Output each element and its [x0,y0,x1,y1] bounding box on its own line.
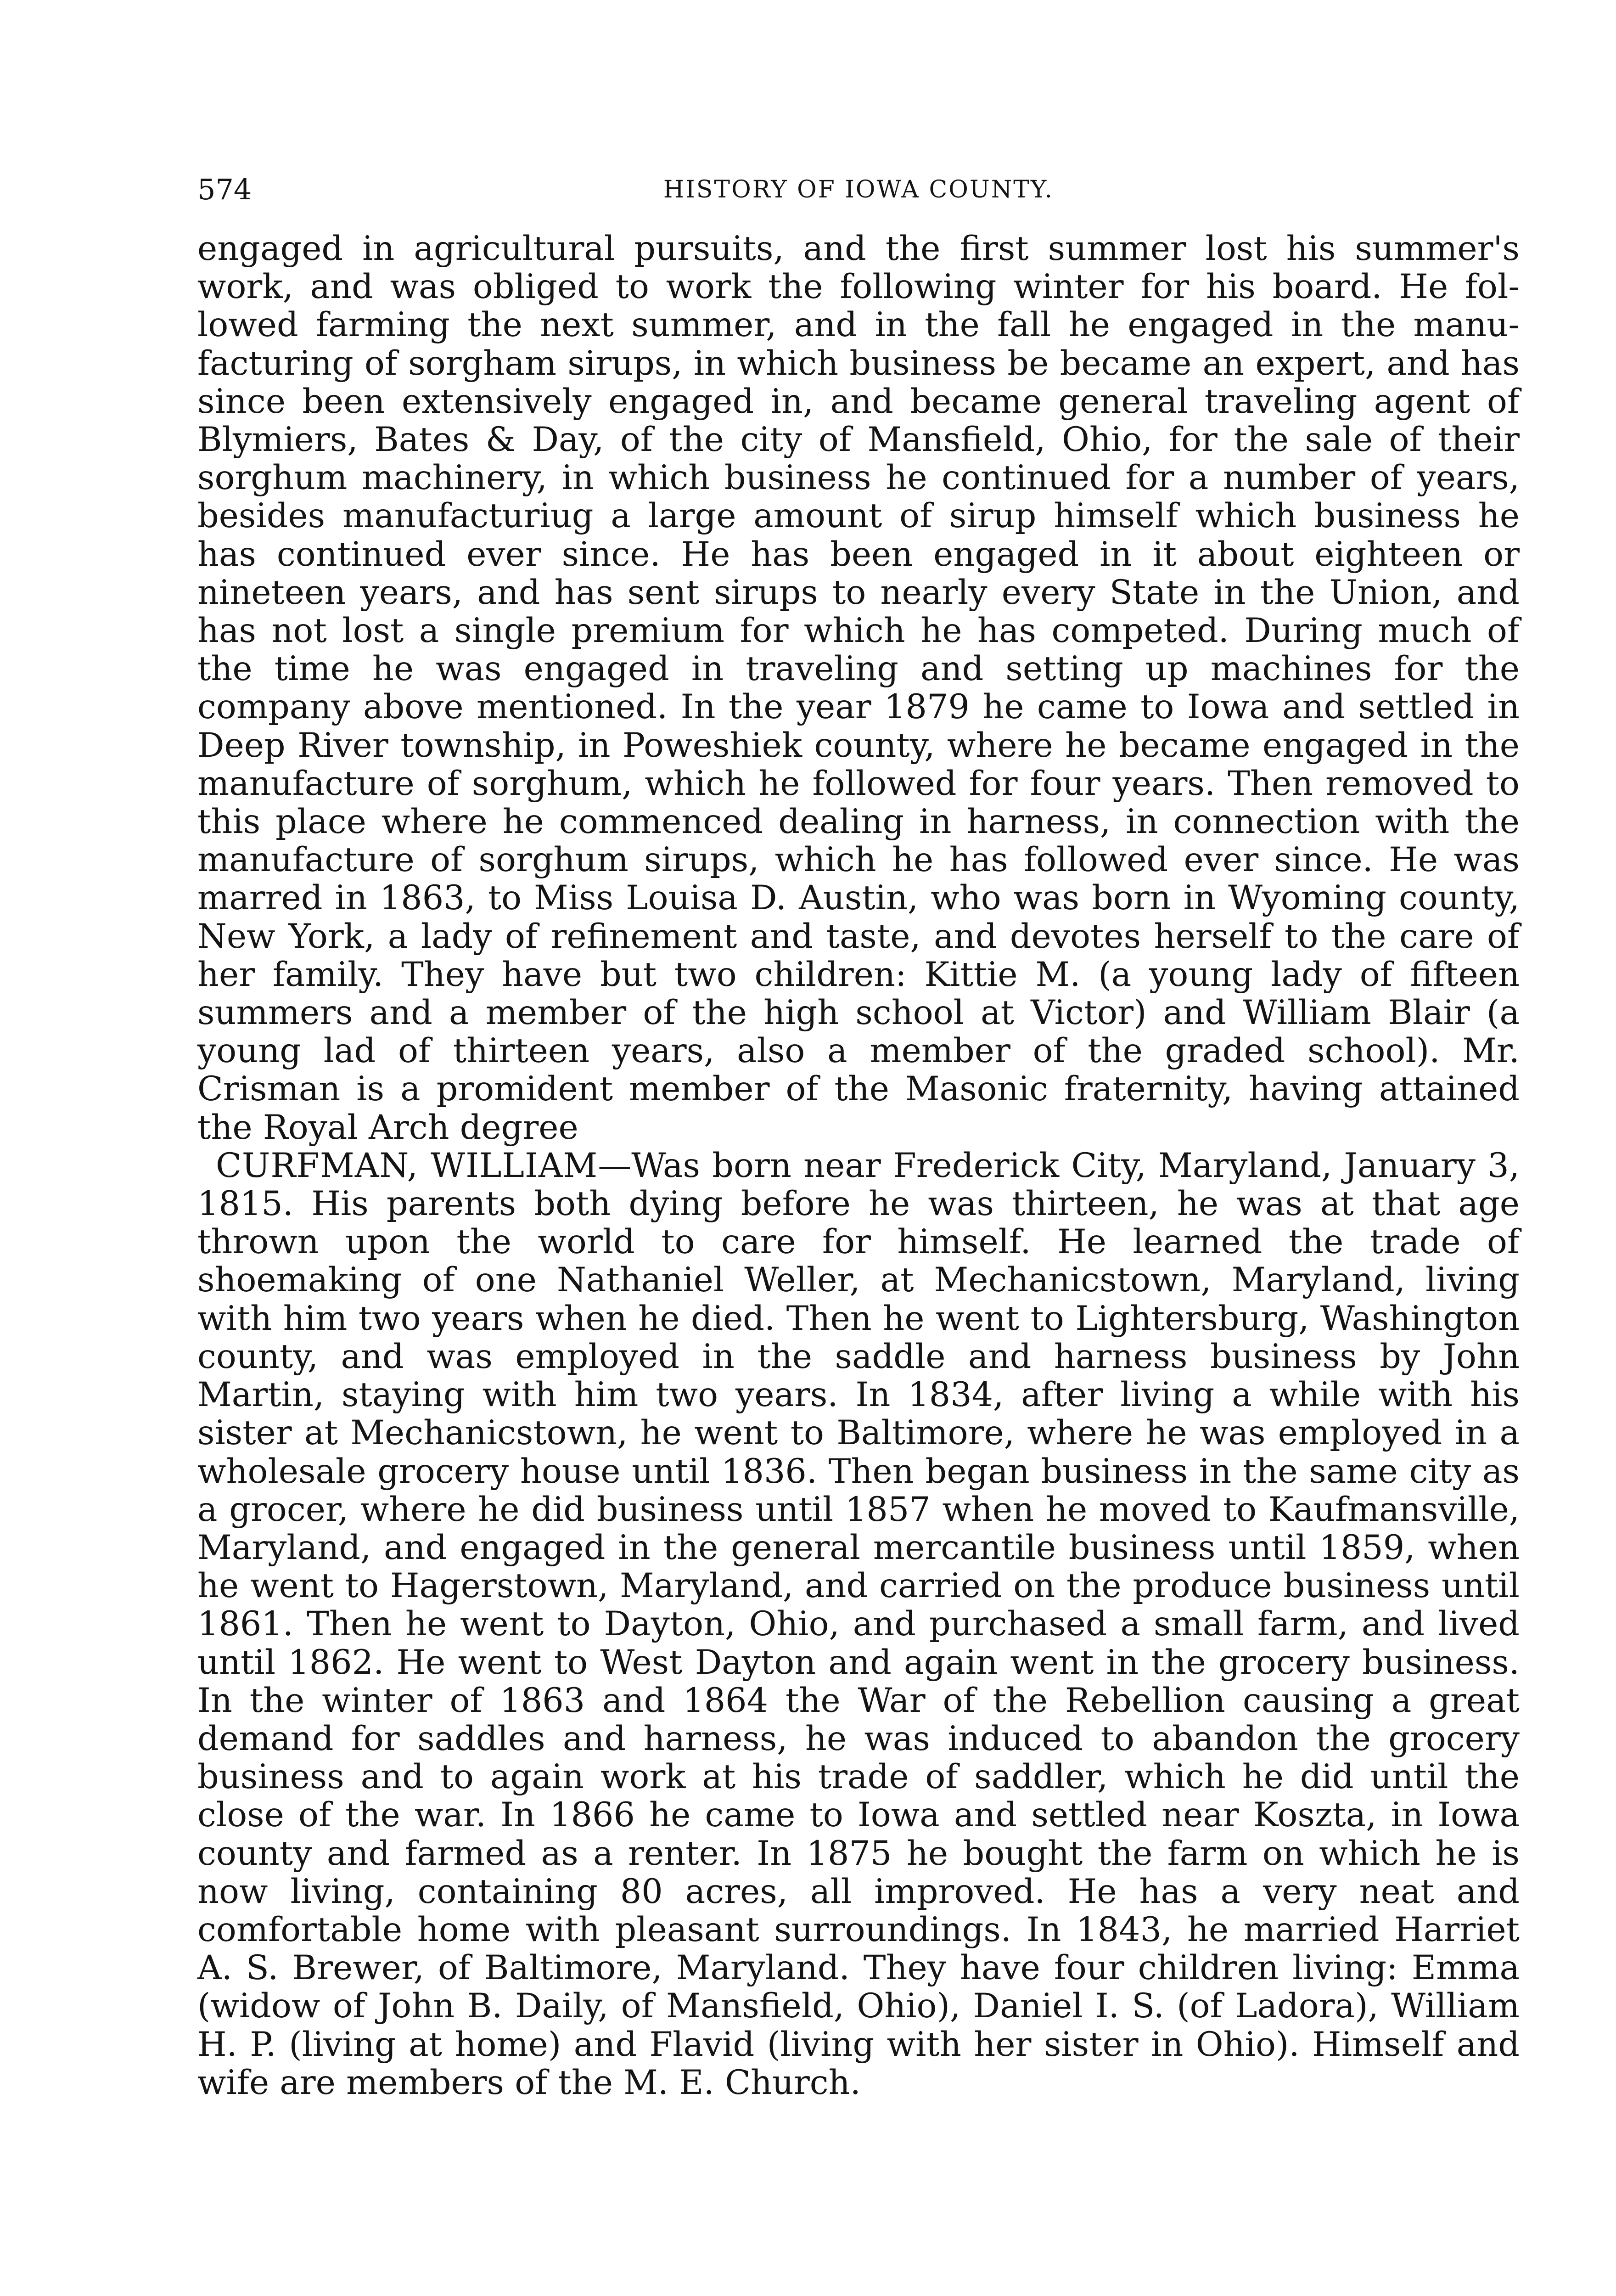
running-title: HISTORY OF IOWA COUNTY. [663,176,1054,203]
curfman-biography-text: —Was born near Frederick City, Maryland, January 3, 1815. His parents both dying before he was thirteen, he was at that age thrown upon the world to care for himself. He learned the trade of shoemaking of one Nathaniel Weller, at Mechanicstown, Maryland, living with him two years when he died. Then he went to Lightersburg, Washington county, and was employed in the saddle and harness business by John Martin, staying with him two years. In 1834, after living a while with his sister at Mechanicstown, he went to Baltimore, where he was employed in a wholesale grocery house until 1836. Then began business in the same city as a grocer, where he did business until 1857 when he moved to Kaufmansville, Maryland, and engaged in the general mercantile business until 1859, when he went to Hagerstown, Maryland, and carried on the produce business until 1861. Then he went to Dayton, Ohio, and purchased a small farm, and lived until 1862. He went to West Dayton and again went in the grocery business. In the winter of 1863 and 1864 the War of the Rebellion causing a great demand for saddles and harness, he was induced to abandon the grocery business and to again work at his trade of saddler, which he did until the close of the war. In 1866 he came to Iowa and settled near Koszta, in Iowa county and farmed as a renter. In 1875 he bought the farm on which he is now living, containing 80 acres, all improved. He has a very neat and comfortable home with pleasant surroundings. In 1843, he married Harriet A. S. Brewer, of Baltimore, Maryland. They have four children living: Emma (widow of John B. Daily, of Mansfield, Ohio), Daniel I. S. (of Ladora), William H. P. (living at home) and Flavid (living with her sister in Ohio). Himself and wife are members of the M. E. Church. [197,1146,1520,2102]
crisman-biography-paragraph: engaged in agricultural pursuits, and the first summer lost his summer's work, and was obliged to work the following winter for his board. He followed farming the next summer, and in the fall he engaged in the manufacturing of sorgham sirups, in which business be became an expert, and has since been extensively engaged in, and became general traveling agent of Blymiers, Bates & Day, of the city of Mansfield, Ohio, for the sale of their sorghum machinery, in which business he continued for a number of years, besides manufacturiug a large amount of sirup himself which business he has continued ever since. He has been engaged in it about eighteen or nineteen years, and has sent sirups to nearly every State in the Union, and has not lost a single premium for which he has competed. During much of the time he was engaged in traveling and setting up machines for the company above mentioned. In the year 1879 he came to Iowa and settled in Deep River township, in Poweshiek county, where he became engaged in the manufacture of sorghum, which he followed for four years. Then removed to this place where he commenced dealing in harness, in connection with the manufacture of sorghum sirups, which he has followed ever since. He was marred in 1863, to Miss Louisa D. Austin, who was born in Wyoming county, New York, a lady of refinement and taste, and devotes herself to the care of her family. They have but two children: Kittie M. (a young lady of fifteen summers and a member of the high school at Victor) and William Blair (a young lad of thirteen years, also a member of the graded school). Mr. Crisman is a promident member of the Masonic fraternity, having attained the Royal Arch degree [197,229,1520,1147]
curfman-biography-paragraph [197,1147,1520,2102]
entry-name: CURFMAN, WILLIAM [216,1146,598,1185]
page-header [197,169,1520,210]
page-body [197,230,1520,2102]
page-number: 574 [197,173,252,206]
